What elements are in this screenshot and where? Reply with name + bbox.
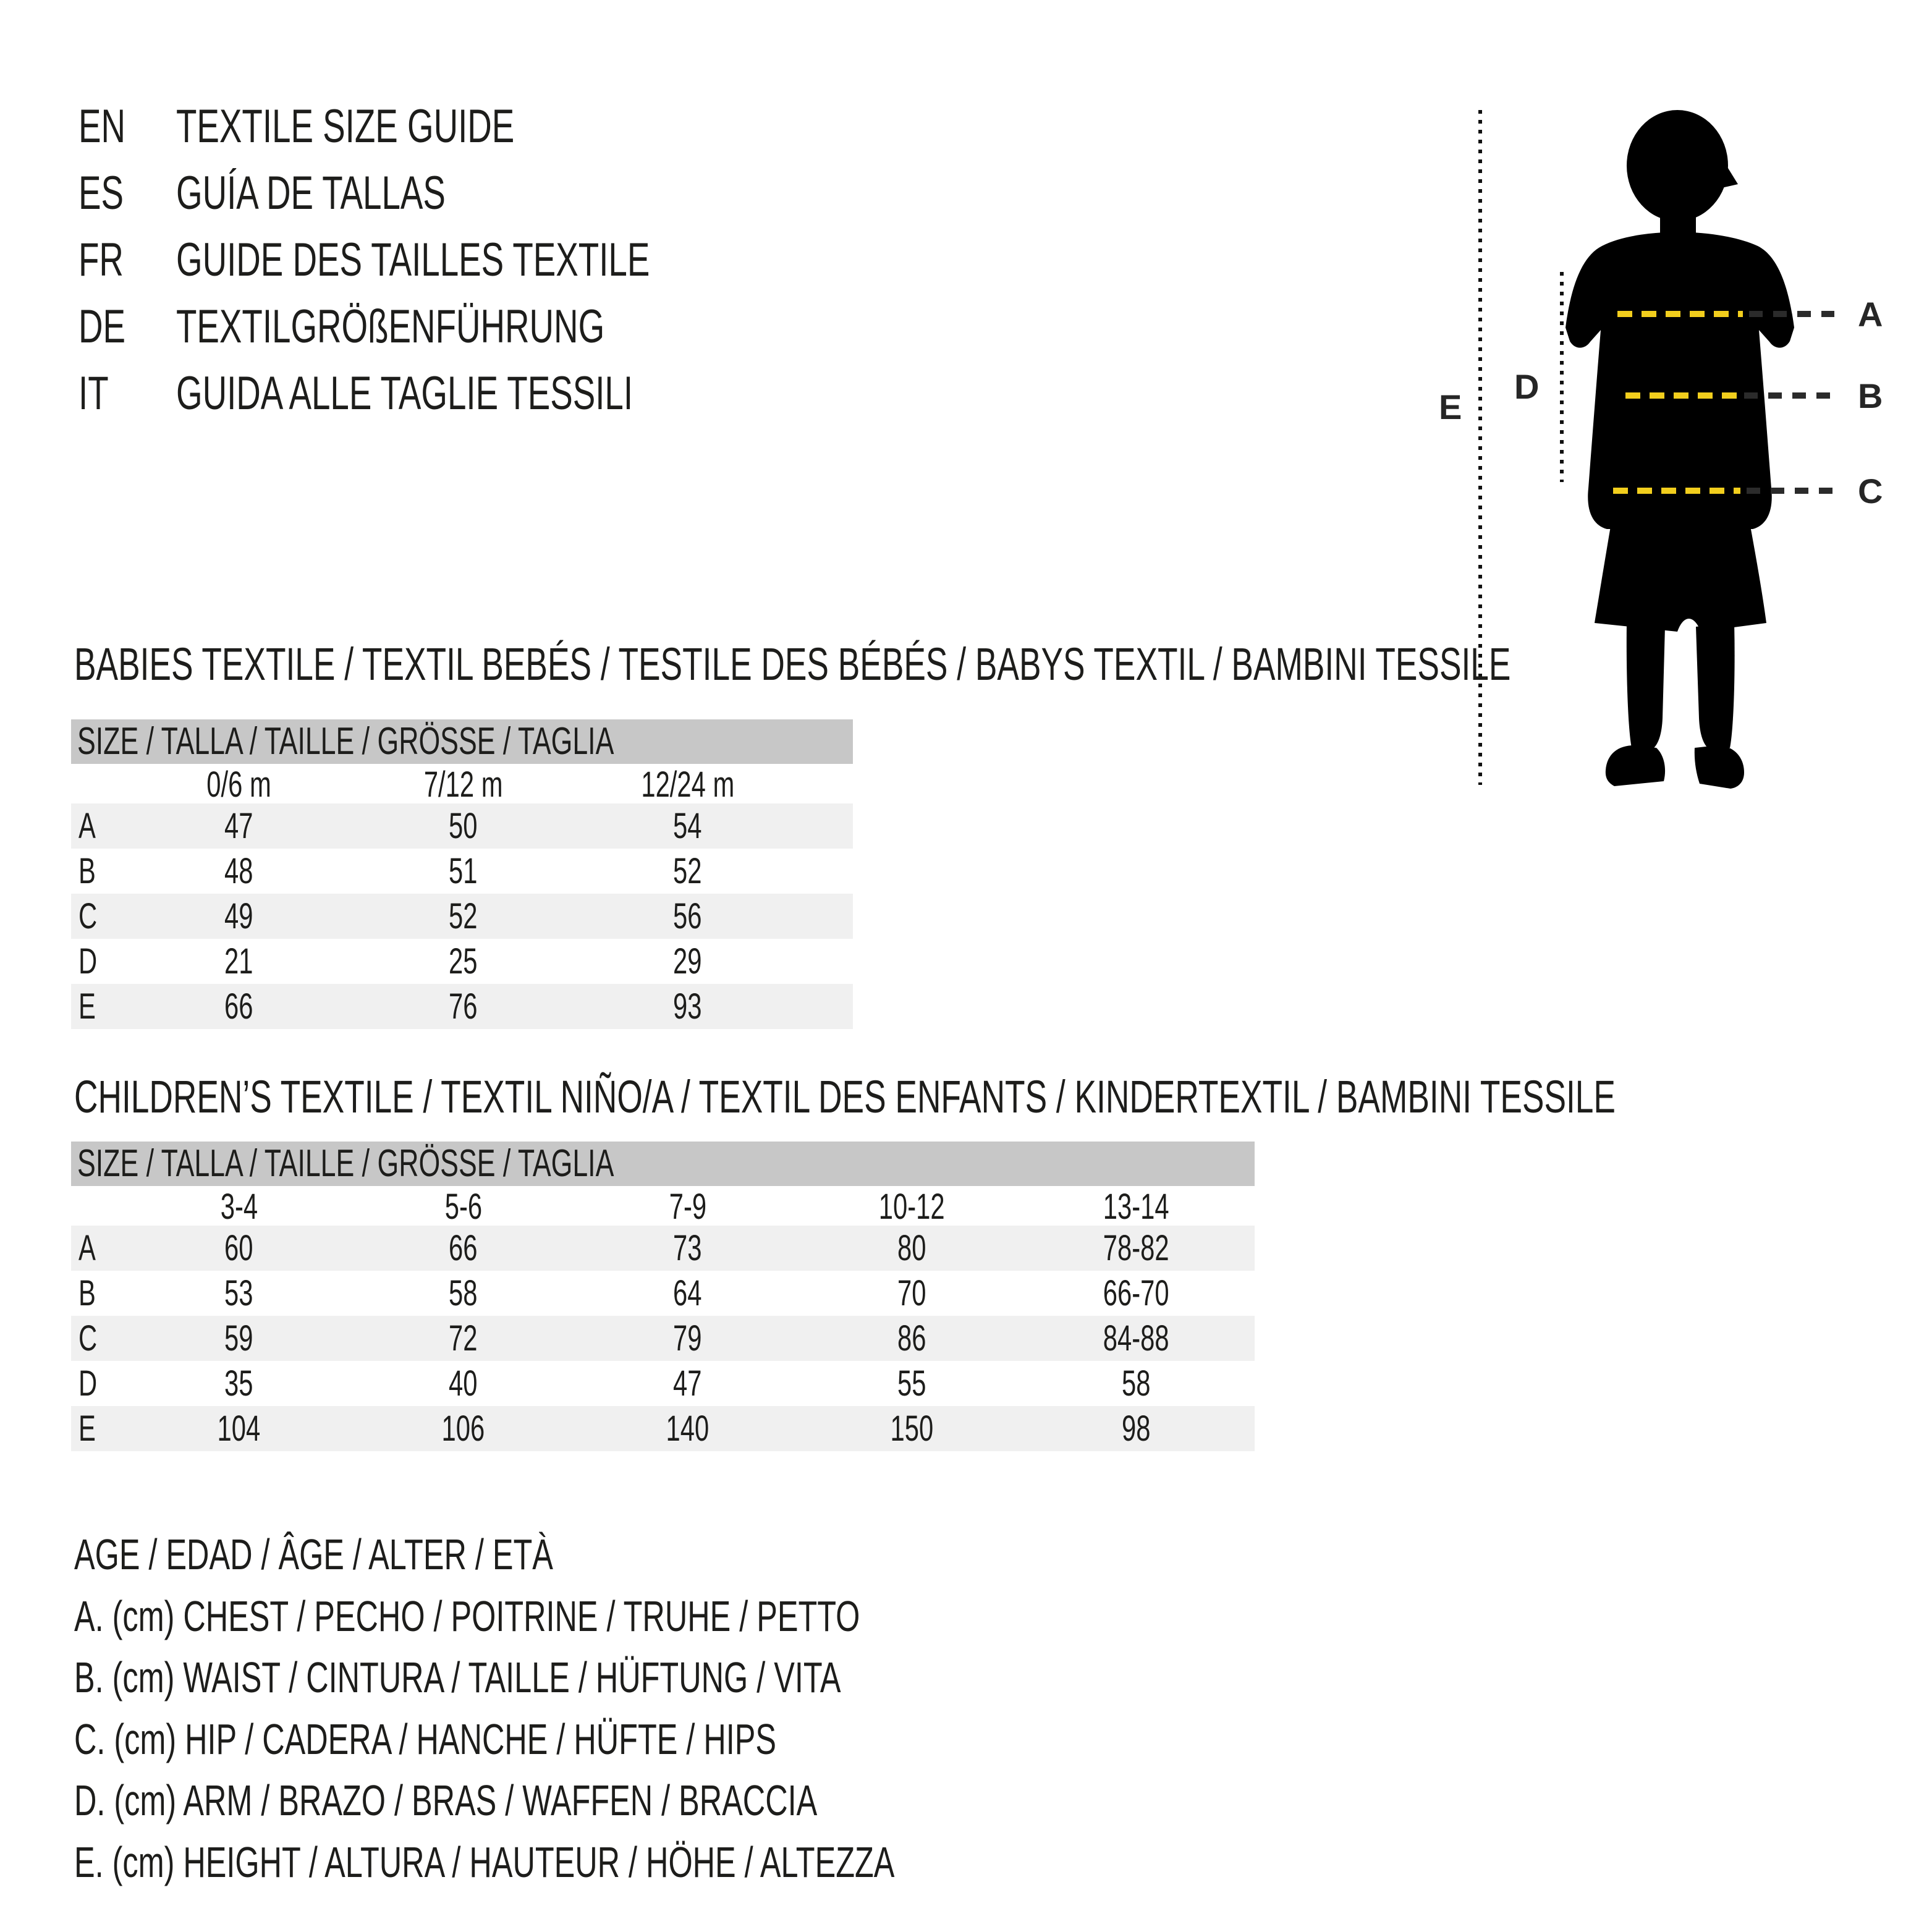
row-label: C — [78, 1318, 98, 1358]
legend-chest-line: A. (cm) CHEST / PECHO / POITRINE / TRUHE / PETTO — [74, 1592, 860, 1640]
legend-age-line: AGE / EDAD / ÂGE / ALTER / ETÀ — [74, 1530, 553, 1578]
column-header: 7/12 m — [423, 765, 503, 805]
children-table-header-bar: SIZE / TALLA / TAILLE / GRÖSSE / TAGLIA — [71, 1142, 1255, 1186]
cell-value: 50 — [449, 806, 478, 846]
cell-value: 66 — [224, 986, 253, 1027]
table-row — [71, 849, 853, 894]
lang-code: FR — [78, 234, 124, 286]
cell-value: 150 — [890, 1409, 934, 1449]
guide-title: TEXTILGRÖßENFÜHRUNG — [176, 300, 605, 353]
cell-value: 29 — [673, 941, 702, 981]
lang-code: IT — [78, 367, 109, 420]
cell-value: 140 — [666, 1409, 710, 1449]
legend-waist-line: B. (cm) WAIST / CINTURA / TAILLE / HÜFTUNG / VITA — [74, 1653, 841, 1701]
babies-section-title: BABIES TEXTILE / TEXTIL BEBÉS / TESTILE DES BÉBÉS / BABYS TEXTIL / BAMBINI TESSILE — [74, 638, 1511, 690]
column-header: 13-14 — [1103, 1187, 1169, 1227]
cell-value: 58 — [1122, 1363, 1151, 1404]
cell-value: 70 — [897, 1273, 926, 1313]
children-size-table — [71, 1142, 1255, 1451]
table-row — [71, 984, 853, 1029]
babies-column-headers — [71, 764, 853, 803]
cell-value: 47 — [673, 1363, 702, 1404]
cell-value: 40 — [449, 1363, 478, 1404]
children-column-headers — [71, 1186, 1255, 1226]
row-label: B — [78, 1273, 96, 1313]
lang-code: EN — [78, 100, 126, 153]
column-header: 0/6 m — [206, 765, 271, 805]
row-label: E — [78, 986, 96, 1027]
cell-value: 21 — [224, 941, 253, 981]
cell-value: 47 — [224, 806, 253, 846]
label-waist-b: B — [1858, 376, 1883, 415]
cell-value: 48 — [224, 851, 253, 891]
children-section-title: CHILDREN’S TEXTILE / TEXTIL NIÑO/A / TEXTIL DES ENFANTS / KINDERTEXTIL / BAMBINI TESSILE — [74, 1071, 1616, 1122]
lang-code: DE — [78, 300, 126, 353]
shirt — [1566, 232, 1794, 530]
cell-value: 59 — [224, 1318, 253, 1358]
row-label: C — [78, 896, 98, 936]
cell-value: 60 — [224, 1228, 253, 1268]
cell-value: 56 — [673, 896, 702, 936]
table-row — [71, 939, 853, 984]
guide-title: GUIDE DES TAILLES TEXTILE — [176, 234, 650, 286]
table-row — [71, 1406, 1255, 1451]
label-chest-a: A — [1858, 295, 1883, 334]
table-row — [71, 1316, 1255, 1361]
column-header: 10-12 — [879, 1187, 945, 1227]
babies-size-table — [71, 719, 853, 1029]
cell-value: 58 — [449, 1273, 478, 1313]
column-header: 5-6 — [444, 1187, 482, 1227]
cell-value: 79 — [673, 1318, 702, 1358]
label-hip-c: C — [1858, 472, 1883, 511]
cell-value: 55 — [897, 1363, 926, 1404]
cell-value: 106 — [441, 1409, 485, 1449]
lang-code: ES — [78, 167, 124, 219]
cell-value: 53 — [224, 1273, 253, 1313]
cell-value: 51 — [449, 851, 478, 891]
row-label: A — [78, 806, 96, 846]
cell-value: 66-70 — [1103, 1273, 1169, 1313]
cell-value: 64 — [673, 1273, 702, 1313]
cell-value: 84-88 — [1103, 1318, 1169, 1358]
guide-title: TEXTILE SIZE GUIDE — [176, 100, 515, 153]
label-arm-d: D — [1514, 367, 1540, 406]
table-row — [71, 894, 853, 939]
cell-value: 72 — [449, 1318, 478, 1358]
cell-value: 54 — [673, 806, 702, 846]
legend-height-line: E. (cm) HEIGHT / ALTURA / HAUTEUR / HÖHE / ALTEZZA — [74, 1838, 895, 1886]
cell-value: 52 — [449, 896, 478, 936]
row-label: B — [78, 851, 96, 891]
row-label: D — [78, 941, 98, 981]
guide-title: GUIDA ALLE TAGLIE TESSILI — [176, 367, 633, 420]
table-row — [71, 1271, 1255, 1316]
cell-value: 52 — [673, 851, 702, 891]
table-row — [71, 1361, 1255, 1406]
cell-value: 25 — [449, 941, 478, 981]
label-height-e: E — [1439, 388, 1462, 426]
legend-arm-line: D. (cm) ARM / BRAZO / BRAS / WAFFEN / BRACCIA — [74, 1776, 818, 1824]
cell-value: 76 — [449, 986, 478, 1027]
cell-value: 73 — [673, 1228, 702, 1268]
cell-value: 35 — [224, 1363, 253, 1404]
cell-value: 93 — [673, 986, 702, 1027]
table-row — [71, 1226, 1255, 1271]
row-label: D — [78, 1363, 98, 1404]
shorts — [1595, 519, 1766, 632]
guide-title: GUÍA DE TALLAS — [176, 167, 446, 219]
cell-value: 66 — [449, 1228, 478, 1268]
column-header: 7-9 — [669, 1187, 706, 1227]
column-header: 3-4 — [220, 1187, 258, 1227]
cell-value: 78-82 — [1103, 1228, 1169, 1268]
measurement-figure — [1421, 62, 1932, 803]
babies-table-header-bar: SIZE / TALLA / TAILLE / GRÖSSE / TAGLIA — [71, 719, 853, 764]
row-label: A — [78, 1228, 96, 1268]
column-header: 12/24 m — [641, 765, 734, 805]
cell-value: 104 — [217, 1409, 261, 1449]
cell-value: 98 — [1122, 1409, 1151, 1449]
cell-value: 86 — [897, 1318, 926, 1358]
table-row — [71, 803, 853, 849]
left-shoe — [1606, 745, 1665, 786]
cell-value: 80 — [897, 1228, 926, 1268]
row-label: E — [78, 1409, 96, 1449]
legend-hip-line: C. (cm) HIP / CADERA / HANCHE / HÜFTE / HIPS — [74, 1715, 777, 1763]
cell-value: 49 — [224, 896, 253, 936]
right-shoe — [1695, 745, 1744, 789]
